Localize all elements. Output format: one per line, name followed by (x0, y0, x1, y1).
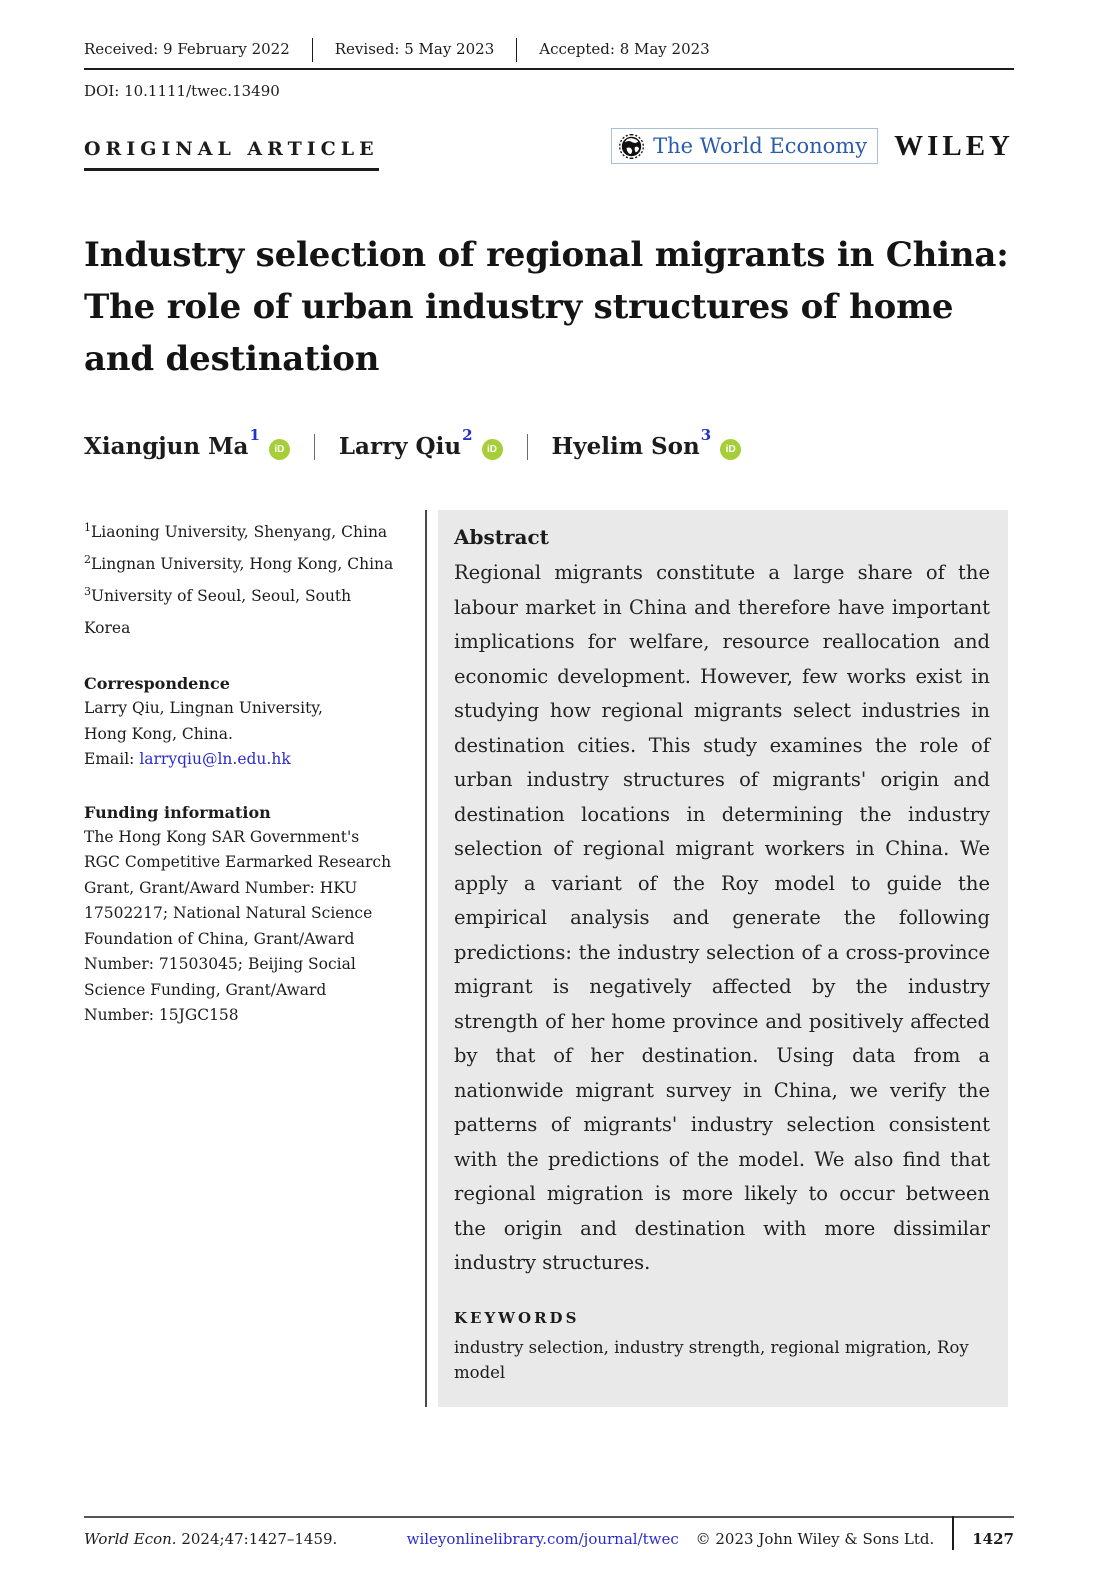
correspondence-line-1: Larry Qiu, Lingnan University, (84, 699, 323, 717)
author-3-name: Hyelim Son (551, 433, 700, 460)
author-1-name: Xiangjun Ma (84, 433, 249, 460)
article-type-label: ORIGINAL ARTICLE (84, 138, 379, 171)
affiliation-1-text: Liaoning University, Shenyang, China (91, 523, 388, 541)
author-2-affil-ref: 2 (462, 426, 473, 444)
footer-citation-journal: World Econ. (84, 1529, 177, 1548)
dates-divider (312, 38, 313, 62)
manuscript-dates-bar (84, 40, 1014, 70)
author-divider (527, 434, 528, 460)
correspondence-line-2: Hong Kong, China. (84, 724, 233, 743)
dates-divider (516, 38, 517, 62)
email-label: Email: (84, 750, 140, 768)
author-1 (84, 426, 290, 460)
accepted-date: Accepted: 8 May 2023 (539, 40, 710, 58)
page-footer (84, 1516, 1014, 1550)
authors-row (84, 426, 1014, 460)
affiliation-1-sup: 1 (84, 520, 91, 534)
journal-name[interactable]: The World Economy (653, 134, 868, 158)
orcid-icon[interactable]: iD (482, 439, 503, 460)
author-1-affil-ref: 1 (249, 426, 260, 444)
abstract-box (438, 510, 1008, 1407)
footer-copyright: © 2023 John Wiley & Sons Ltd. (695, 1529, 935, 1548)
journal-url-link[interactable]: wileyonlinelibrary.com/journal/twec (406, 1529, 679, 1548)
doi: DOI: 10.1111/twec.13490 (84, 82, 280, 100)
author-2-name: Larry Qiu (338, 433, 462, 460)
correspondence-email-line (84, 747, 397, 773)
email-link[interactable]: larryqiu@ln.edu.hk (139, 750, 291, 768)
funding-text: The Hong Kong SAR Government's RGC Competitive Earmarked Research Grant, Grant/Award Number: HKU 17502217; National Natural Science Foundation of China, Grant/Award Number: 71503045; Beijing Social Science Funding, Grant/Award Number: 15JGC158 (84, 827, 392, 1024)
orcid-icon[interactable]: iD (720, 439, 741, 460)
correspondence-block (84, 674, 397, 773)
affiliation-1 (84, 516, 397, 548)
journal-brand-group (611, 128, 1014, 164)
abstract-text: Regional migrants constitute a large share of the labour market in China and therefore have important implications for welfare, resource reallocation and economic development. However, few works exist in studying how regional migrants select industries in destination cities. This study examines the role of urban industry structures of migrants' origin and destination locations in determining the industry selection of regional migrant workers in China. We apply a variant of the Roy model to guide the empirical analysis and generate the following predictions: the industry selection of a cross-province migrant is negatively affected by the industry strength of her home province and positively affected by that of her destination. Using data from a nationwide migrant survey in China, we verify the patterns of migrants' industry selection consistent with the predictions of the model. We also find that regional migration is more likely to occur between the origin and destination with more dissimilar industry structures. (454, 561, 990, 1274)
keywords-text: industry selection, industry strength, regional migration, Roy model (454, 1337, 969, 1382)
affiliation-3 (84, 580, 397, 644)
affiliation-2-text: Lingnan University, Hong Kong, China (91, 555, 394, 573)
wiley-logo: WILEY (894, 129, 1014, 162)
page-number: 1427 (972, 1529, 1014, 1548)
affiliation-3-text: University of Seoul, Seoul, South Korea (84, 587, 352, 637)
affiliation-3-sup: 3 (84, 584, 91, 598)
affiliations-list (84, 516, 397, 644)
affiliation-2-sup: 2 (84, 552, 91, 566)
funding-heading: Funding information (84, 802, 271, 822)
abstract-heading: Abstract (454, 525, 549, 549)
author-3-affil-ref: 3 (700, 426, 712, 444)
article-meta-column (84, 510, 427, 1407)
affiliation-2 (84, 548, 397, 580)
correspondence-heading: Correspondence (84, 674, 230, 693)
author-divider (314, 434, 315, 460)
received-date: Received: 9 February 2022 (84, 40, 290, 58)
footer-citation (84, 1530, 390, 1548)
globe-icon (618, 133, 645, 160)
journal-home-badge[interactable] (611, 128, 878, 164)
revised-date: Revised: 5 May 2023 (334, 40, 495, 58)
author-2 (338, 426, 503, 460)
footer-divider (952, 1516, 954, 1550)
paper-title: Industry selection of regional migrants in China: The role of urban industry structures of home and destination (84, 235, 1009, 379)
orcid-icon[interactable]: iD (269, 439, 290, 460)
funding-block (84, 803, 397, 1029)
footer-citation-rest: 2024;47:1427–1459. (176, 1529, 338, 1548)
author-3 (551, 426, 742, 460)
keywords-heading: KEYWORDS (454, 1308, 580, 1327)
